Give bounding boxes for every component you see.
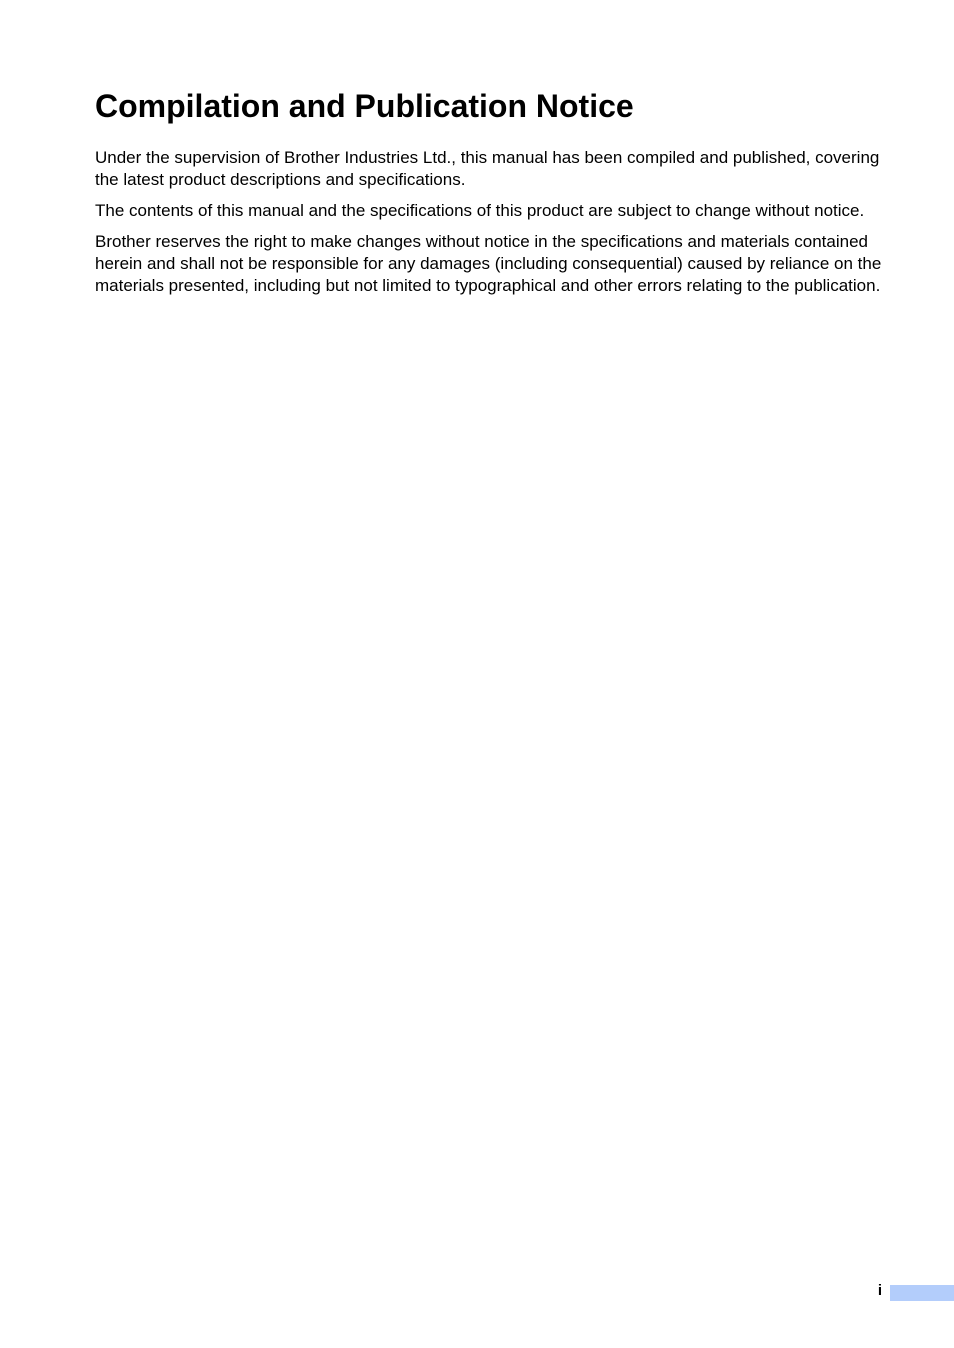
document-body bbox=[95, 86, 890, 306]
paragraph-rights-reserved: Brother reserves the right to make changes without notice in the specifications and materials contained herein and shall not be responsible for any damages (including consequential) caused by reliance on the materials presented, including but not limited to typographical and other errors relating to the publication. bbox=[95, 232, 882, 295]
paragraph-subject-to-change: The contents of this manual and the specifications of this product are subject to change without notice. bbox=[95, 201, 865, 220]
page-title: Compilation and Publication Notice bbox=[95, 88, 634, 124]
page-number: i bbox=[877, 1282, 882, 1299]
paragraph-supervision: Under the supervision of Brother Industries Ltd., this manual has been compiled and published, covering the latest product descriptions and specifications. bbox=[95, 148, 880, 189]
page-tab-marker bbox=[890, 1285, 954, 1301]
